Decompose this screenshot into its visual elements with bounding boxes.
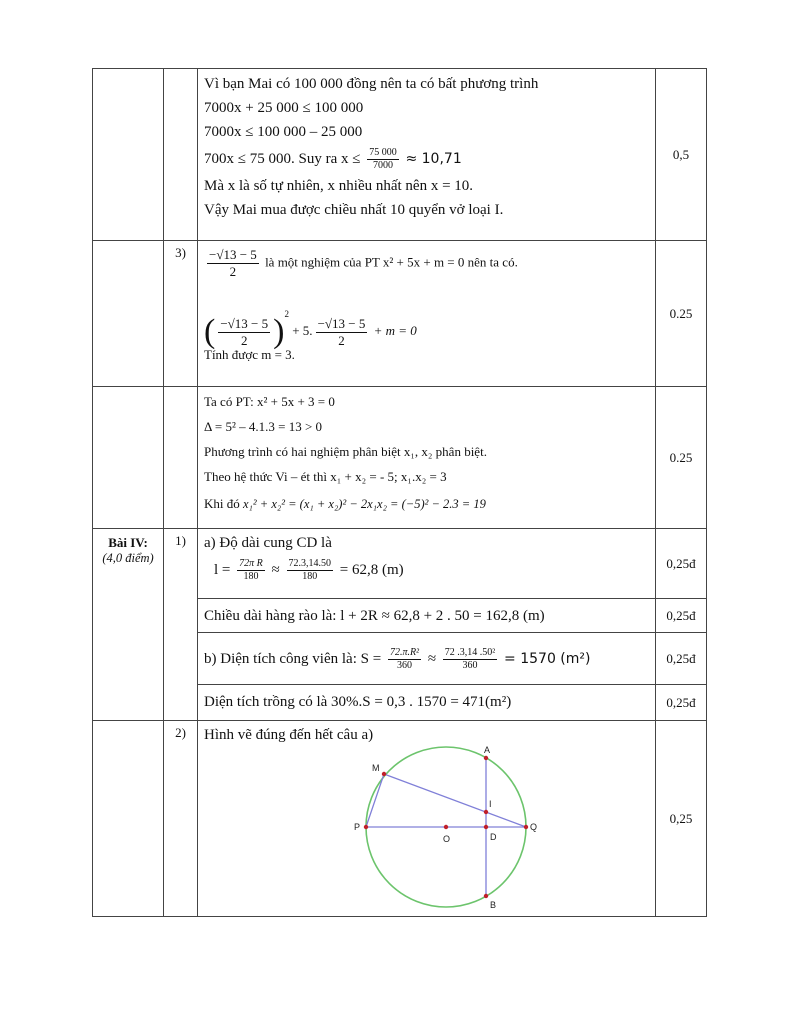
fraction: $\frac{\text{72 .3,14 .50²}}{360}$ <box>444 647 496 672</box>
text-line: Mà x là số tự nhiên, x nhiều nhất nên x = 10. <box>204 178 474 194</box>
text-line: 7000x ≤ 100 000 – 25 000 <box>204 124 363 140</box>
figure-cell <box>198 721 656 917</box>
text-line: Theo hệ thức Vi – ét thì x₁ + x₂ = - 5; x₁.x₂ = 3 <box>204 469 447 484</box>
text-line: a) Độ dài cung CD là <box>204 535 332 551</box>
text-line: Tính được m = 3. <box>204 347 295 362</box>
text-line: Vì bạn Mai có 100 000 đồng nên ta có bất phương trình <box>204 76 539 92</box>
formula: x₁² + x₂² = (x₁ + x₂)² − 2x₁x₂ = (−5)² − 2.3 = 19 <box>243 497 486 511</box>
section-title: Bài IV: <box>108 535 148 550</box>
table-row <box>93 529 707 599</box>
fraction: $\frac{-√13 - 5}{2}$ <box>209 247 257 279</box>
label-i: I <box>489 799 492 809</box>
table-row <box>93 241 707 387</box>
text-line: Vậy Mai mua được chiều nhất 10 quyển vở loại I. <box>204 202 504 218</box>
fraction: $\frac{\text{72π R}}{180}$ <box>239 558 263 583</box>
score-cell: 0,25đ <box>656 529 707 599</box>
label-b: B <box>490 900 497 910</box>
row-3-content <box>198 241 656 387</box>
question-number: 2) <box>164 721 198 917</box>
score-cell: 0,5 <box>656 69 707 241</box>
text-line: Phương trình có hai nghiệm phân biệt x₁, x₂ phân biệt. <box>204 444 487 459</box>
table-row <box>93 387 707 529</box>
inequality-line <box>204 144 649 174</box>
row-vieta-content <box>198 387 656 529</box>
question-number: 3) <box>164 241 198 387</box>
score-cell: 0,25đ <box>656 599 707 633</box>
table-row <box>93 721 707 917</box>
text-fragment: Khi đó <box>204 496 240 511</box>
arc-length-content <box>198 529 656 599</box>
score-cell: 0.25 <box>656 241 707 387</box>
table-row <box>93 69 707 241</box>
geometry-figure <box>324 745 564 915</box>
segment-mp <box>366 774 384 827</box>
fraction: $\frac{-√13 - 5}{2}$ <box>317 315 366 348</box>
label-m: M <box>372 763 380 773</box>
arc-formula: l = $\frac{\text{72π R}}{180}$ ≈ $\frac{72.3,14.50}{180}$ = 62,8 (m) <box>214 558 404 583</box>
question-number: 1) <box>164 529 198 721</box>
text-line: Δ = 5² – 4.1.3 = 13 > 0 <box>204 419 323 434</box>
score-cell: 0,25 <box>656 721 707 917</box>
section-label <box>93 529 164 721</box>
score-cell: 0.25 <box>656 387 707 529</box>
text-fragment: + 5. <box>292 323 313 338</box>
score-cell: 0,25đ <box>656 633 707 685</box>
equation-line: ( $\frac{-√13 - 5}{2}$ )$^2$ + 5. $\frac{-√13 - 5}{2}$ + m = 0 <box>204 309 417 351</box>
fraction: $\frac{75 000}{7000}$ <box>369 147 397 172</box>
label-o: O <box>443 834 451 844</box>
text-fragment: là một nghiệm của PT x² + 5x + m = 0 nên ta có. <box>265 254 518 270</box>
label-p: P <box>354 822 361 832</box>
fraction: $\frac{72.3,14.50}{180}$ <box>288 558 331 583</box>
fraction: $\frac{\text{72.π.R²}}{360}$ <box>389 647 420 672</box>
label-d: D <box>490 832 497 842</box>
text-fragment: + m = 0 <box>373 323 417 338</box>
text-line <box>204 491 649 517</box>
label-q: Q <box>530 822 538 832</box>
section-points: (4,0 điểm) <box>102 551 154 565</box>
text-fragment: 700x ≤ 75 000. Suy ra x ≤ <box>204 151 361 167</box>
row-mai-content <box>198 69 656 241</box>
segment-mq <box>384 774 526 827</box>
fence-length: Chiều dài hàng rào là: l + 2R ≈ 62,8 + 2 . 50 = 162,8 (m) <box>198 599 656 633</box>
score-cell: 0,25đ <box>656 685 707 721</box>
planted-area: Diện tích trồng có là 30%.S = 0,3 . 1570 = 471(m²) <box>198 685 656 721</box>
text-line: Ta có PT: x² + 5x + 3 = 0 <box>204 394 335 409</box>
text-line: 7000x + 25 000 ≤ 100 000 <box>204 100 364 116</box>
root-line <box>204 247 649 280</box>
fraction: $\frac{-√13 - 5}{2}$ <box>220 315 269 348</box>
answer-table <box>92 68 707 917</box>
result: ≈ 10,71 <box>405 151 462 167</box>
area-formula: b) Diện tích công viên là: S = $\frac{\text{72.π.R²}}{360}$ ≈ $\frac{\text{72 .3,14 .50²}}{360}$ = 1570 (m²) <box>204 647 591 672</box>
label-a: A <box>484 745 491 755</box>
figure-caption: Hình vẽ đúng đến hết câu a) <box>204 727 374 743</box>
area-content <box>198 633 656 685</box>
